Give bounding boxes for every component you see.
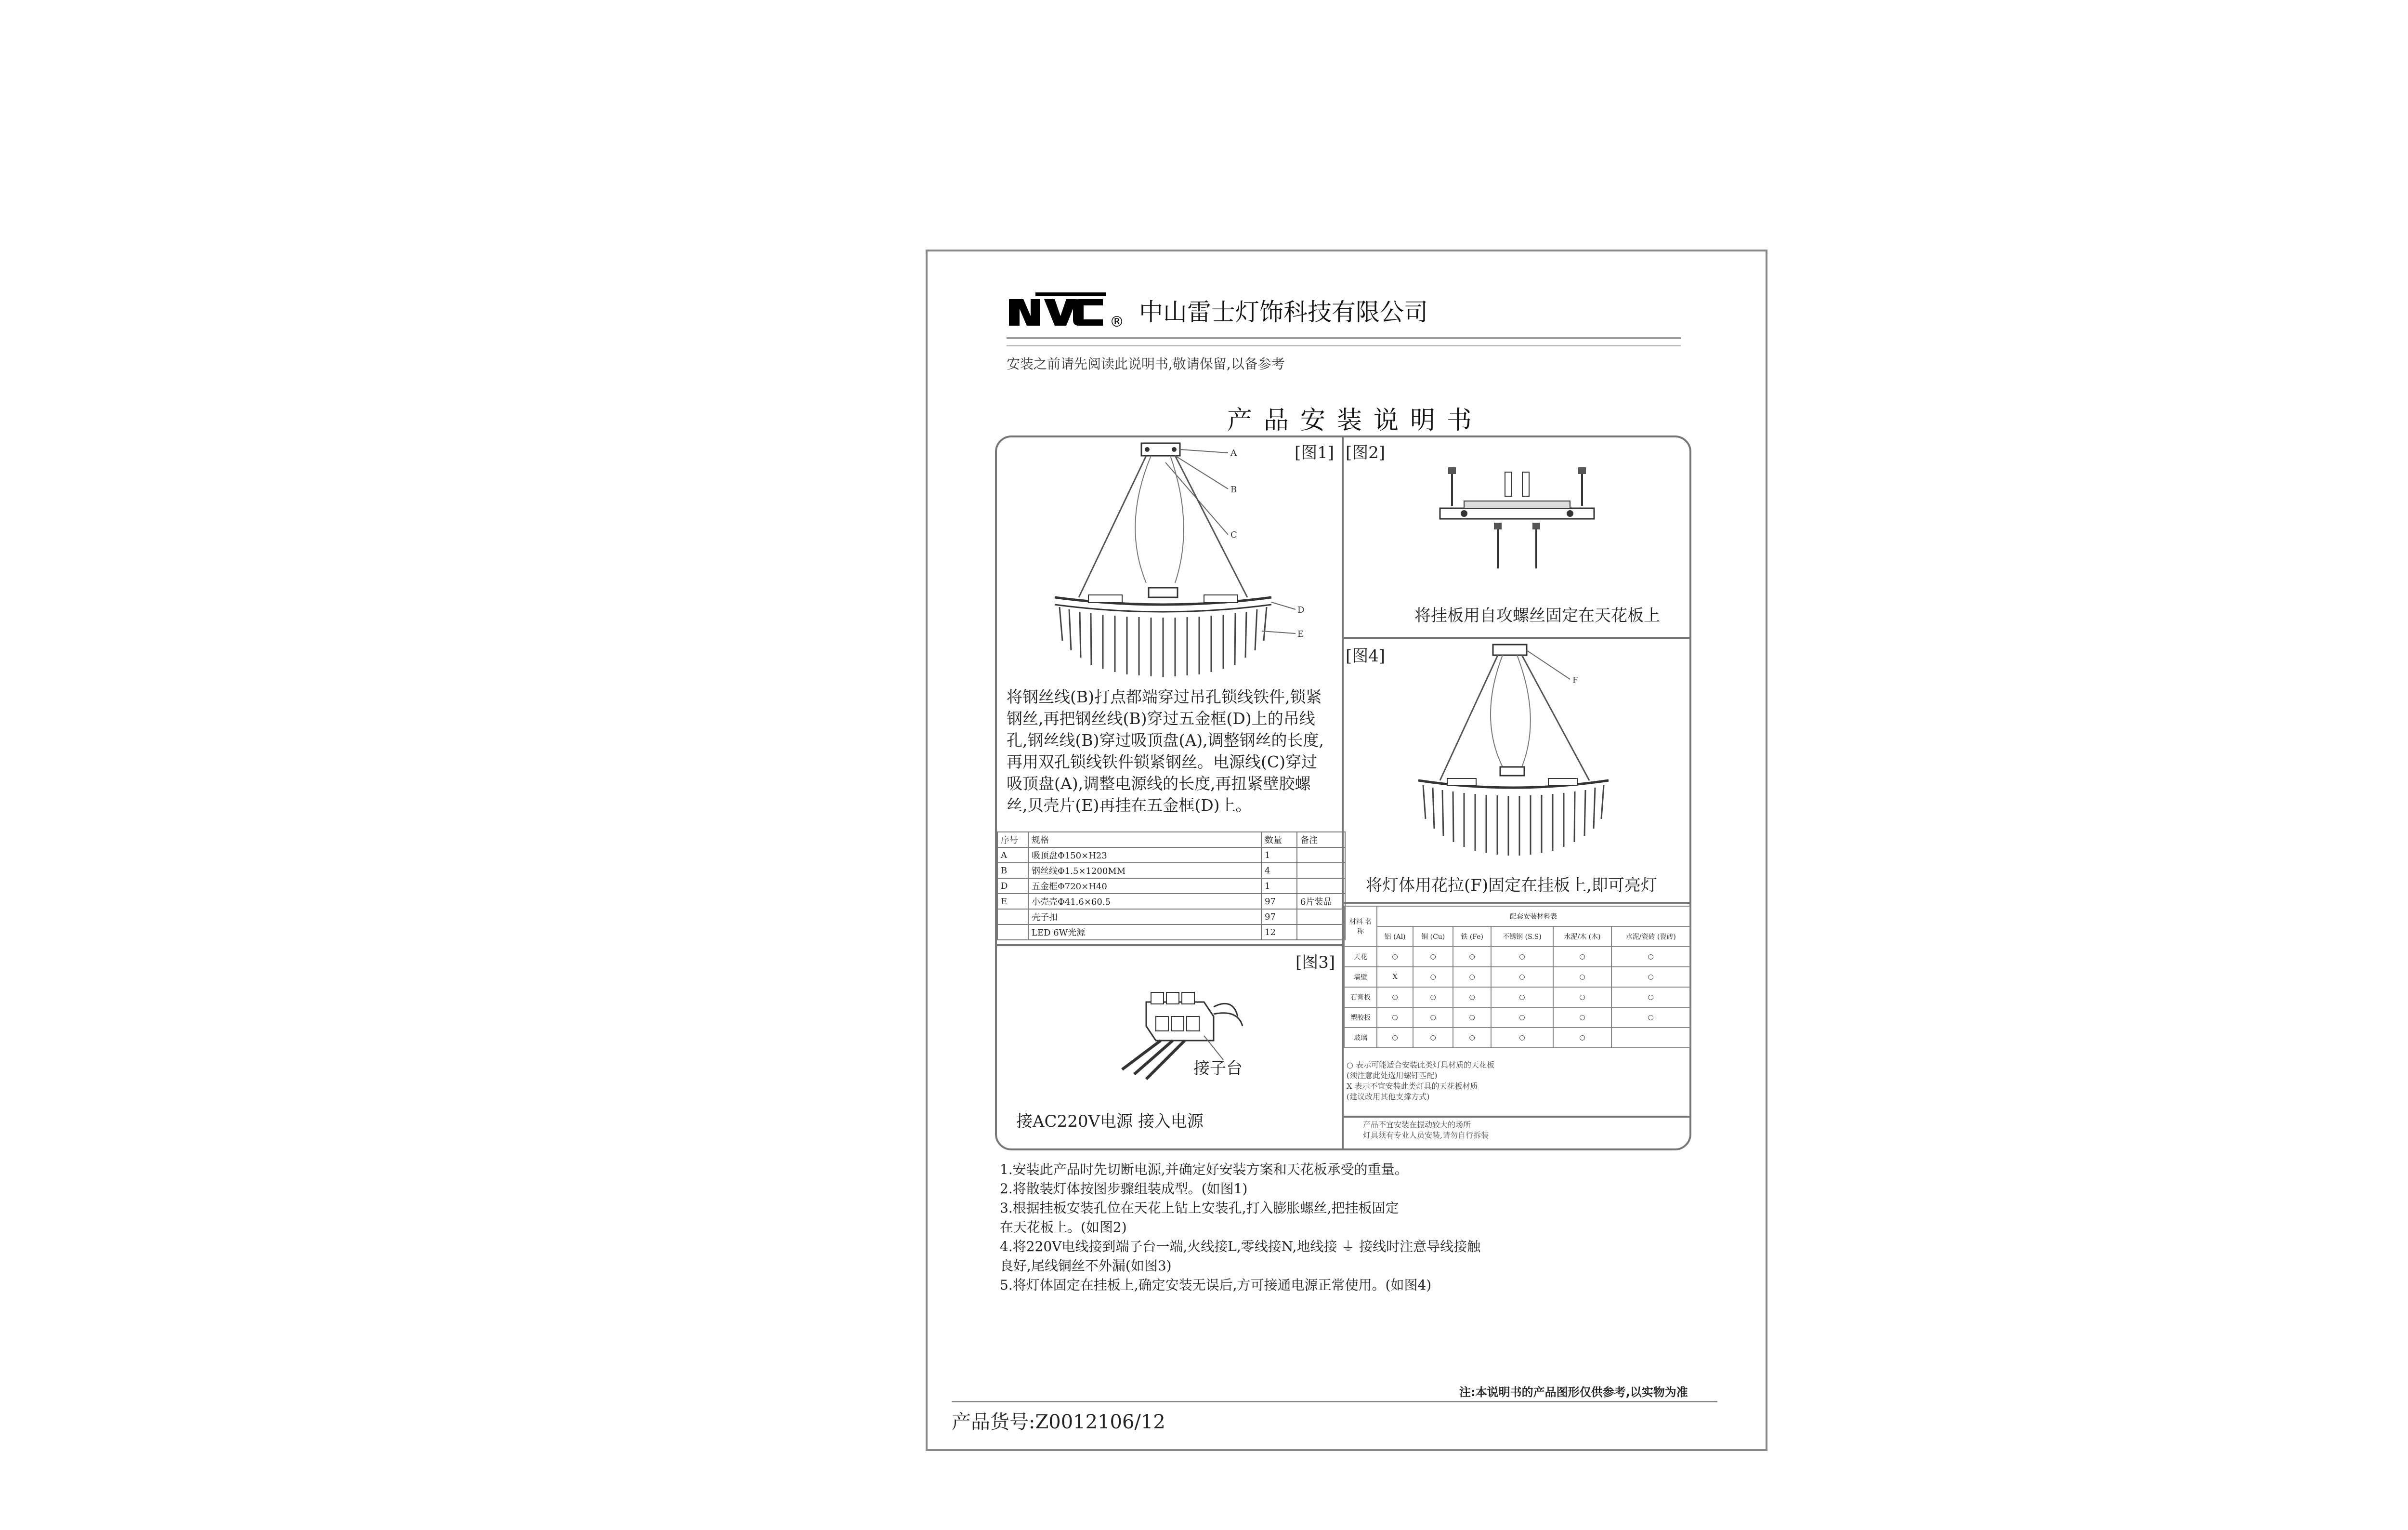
- parts-table-header: [997, 832, 1345, 847]
- fig3-label: [图3]: [1296, 953, 1335, 972]
- table-row: 壳子扣 97: [997, 909, 1345, 924]
- table-row: 塑胶板 ○ ○ ○ ○ ○ ○: [1344, 1007, 1690, 1028]
- material-table: [1344, 906, 1690, 1048]
- header-rule: [1007, 337, 1681, 346]
- col-qty: 数量: [1261, 832, 1297, 847]
- legend-ok-sub: (须注意此处选用螺钉匹配): [1347, 1071, 1438, 1080]
- notice-2: 灯具须有专业人员安装,请勿自行拆装: [1363, 1131, 1489, 1140]
- fig2-caption: 将挂板用自攻螺丝固定在天花板上: [1414, 606, 1660, 625]
- table-row: LED 6W光源 12: [997, 924, 1345, 940]
- material-table-title-row: [1344, 906, 1690, 926]
- material-table-title: 配套安装材料表: [1377, 906, 1690, 926]
- company-name: 中山雷士灯饰科技有限公司: [1139, 298, 1428, 326]
- label-D: D: [1297, 605, 1305, 615]
- label-F: F: [1572, 675, 1579, 686]
- step-4-cont: 良好,尾线铜丝不外漏(如图3): [1000, 1258, 1172, 1274]
- footer-rule: [952, 1401, 1717, 1402]
- label-E: E: [1297, 629, 1304, 639]
- material-legend: [1347, 1060, 1684, 1102]
- registered-mark: ®: [1110, 314, 1124, 328]
- table-row: 玻璃 ○ ○ ○ ○ ○: [1344, 1028, 1690, 1048]
- notice-1: 产品不宜安装在振动较大的场所: [1363, 1120, 1471, 1129]
- label-B: B: [1230, 485, 1237, 495]
- col-spec: 规格: [1028, 832, 1261, 847]
- label-C: C: [1230, 530, 1237, 540]
- table-row: A 吸顶盘Φ150×H23 1: [997, 847, 1345, 863]
- parts-table: [997, 831, 1346, 940]
- col-no: 序号: [997, 832, 1028, 847]
- legend-ok: ○ 表示可能适合安装此类灯具材质的天花板: [1347, 1060, 1495, 1069]
- step-3-cont: 在天花板上。(如图2): [1000, 1219, 1127, 1235]
- fig3-caption: 接AC220V电源 接入电源: [1016, 1112, 1204, 1131]
- label-A: A: [1230, 448, 1237, 458]
- chandelier-figure-4: [1406, 641, 1628, 862]
- fig1-instructions: 将钢丝线(B)打点都端穿过吊孔锁线铁件,锁紧钢丝,再把钢丝线(B)穿过五金框(D)上的吊线孔,钢丝线(B)穿过吸顶盘(A),调整钢丝的长度,再用双孔锁线铁件锁紧钢丝。电源线(C)穿过吸顶盘(A),调整电源线的长度,再扭紧壁胶螺丝,贝壳片(E)再挂在五金框(D)上。: [1007, 687, 1324, 815]
- step-3: 3.根据挂板安装孔位在天花上钻上安装孔,打入膨胀螺丝,把挂板固定: [1000, 1200, 1399, 1216]
- footer-note: 注:本说明书的产品图形仅供参考,以实物为准: [1459, 1385, 1688, 1399]
- mounting-plate-figure-2: [1435, 462, 1599, 578]
- document-title: 产品安装说明书: [1227, 406, 1484, 435]
- fig4-label: [图4]: [1346, 646, 1386, 666]
- frame-divider-fig4: [1342, 902, 1690, 904]
- nvc-logo: [1007, 290, 1137, 328]
- fig1-label: [图1]: [1295, 443, 1335, 462]
- legend-no-sub: (建议改用其他支撑方式): [1347, 1092, 1430, 1101]
- frame-divider-fig3: [996, 944, 1343, 946]
- advice-text: 安装之前请先阅读此说明书,敬请保留,以备参考: [1007, 356, 1285, 372]
- notices: [1363, 1120, 1681, 1141]
- step-1: 1.安装此产品时先切断电源,并确定好安装方案和天花板承受的重量。: [1000, 1161, 1408, 1177]
- legend-no: X 表示不宜安装此类灯具的天花板材质: [1347, 1082, 1478, 1091]
- material-table-header: 铝 (Al) 铜 (Cu) 铁 (Fe) 不锈钢 (S.S) 水泥/木 (木) 水泥/瓷砖 (瓷砖): [1344, 926, 1690, 947]
- step-4: 4.将220V电线接到端子台一端,火线接L,零线接N,地线接 ⏚ 接线时注意导线接触: [1000, 1239, 1481, 1254]
- table-row: D 五金框Φ720×H40 1: [997, 878, 1345, 894]
- step-2: 2.将散装灯体按图步骤组装成型。(如图1): [1000, 1181, 1248, 1197]
- fig2-label: [图2]: [1346, 443, 1386, 462]
- notice-divider: [1342, 1116, 1690, 1118]
- col-remark: 备注: [1297, 832, 1345, 847]
- table-row: B 钢丝线Φ1.5×1200MM 4: [997, 863, 1345, 878]
- material-corner-label: 材料 名称: [1344, 906, 1377, 947]
- table-row: E 小壳壳Φ41.6×60.5 97 6片装品: [997, 894, 1345, 909]
- product-code: 产品货号:Z0012106/12: [952, 1411, 1165, 1433]
- fig3-terminal-label: 接子台: [1193, 1059, 1243, 1078]
- installation-steps: [1000, 1160, 1480, 1295]
- step-5: 5.将灯体固定在挂板上,确定安装无误后,方可接通电源正常使用。(如图4): [1000, 1277, 1432, 1293]
- chandelier-figure-1: [1035, 438, 1305, 679]
- table-row: 天花 ○ ○ ○ ○ ○ ○: [1344, 947, 1690, 967]
- frame-divider-fig2: [1342, 637, 1690, 639]
- table-row: 石膏板 ○ ○ ○ ○ ○ ○: [1344, 987, 1690, 1007]
- fig4-caption: 将灯体用花拉(F)固定在挂板上,即可亮灯: [1366, 876, 1657, 895]
- table-row: 墙壁 X ○ ○ ○ ○ ○: [1344, 967, 1690, 987]
